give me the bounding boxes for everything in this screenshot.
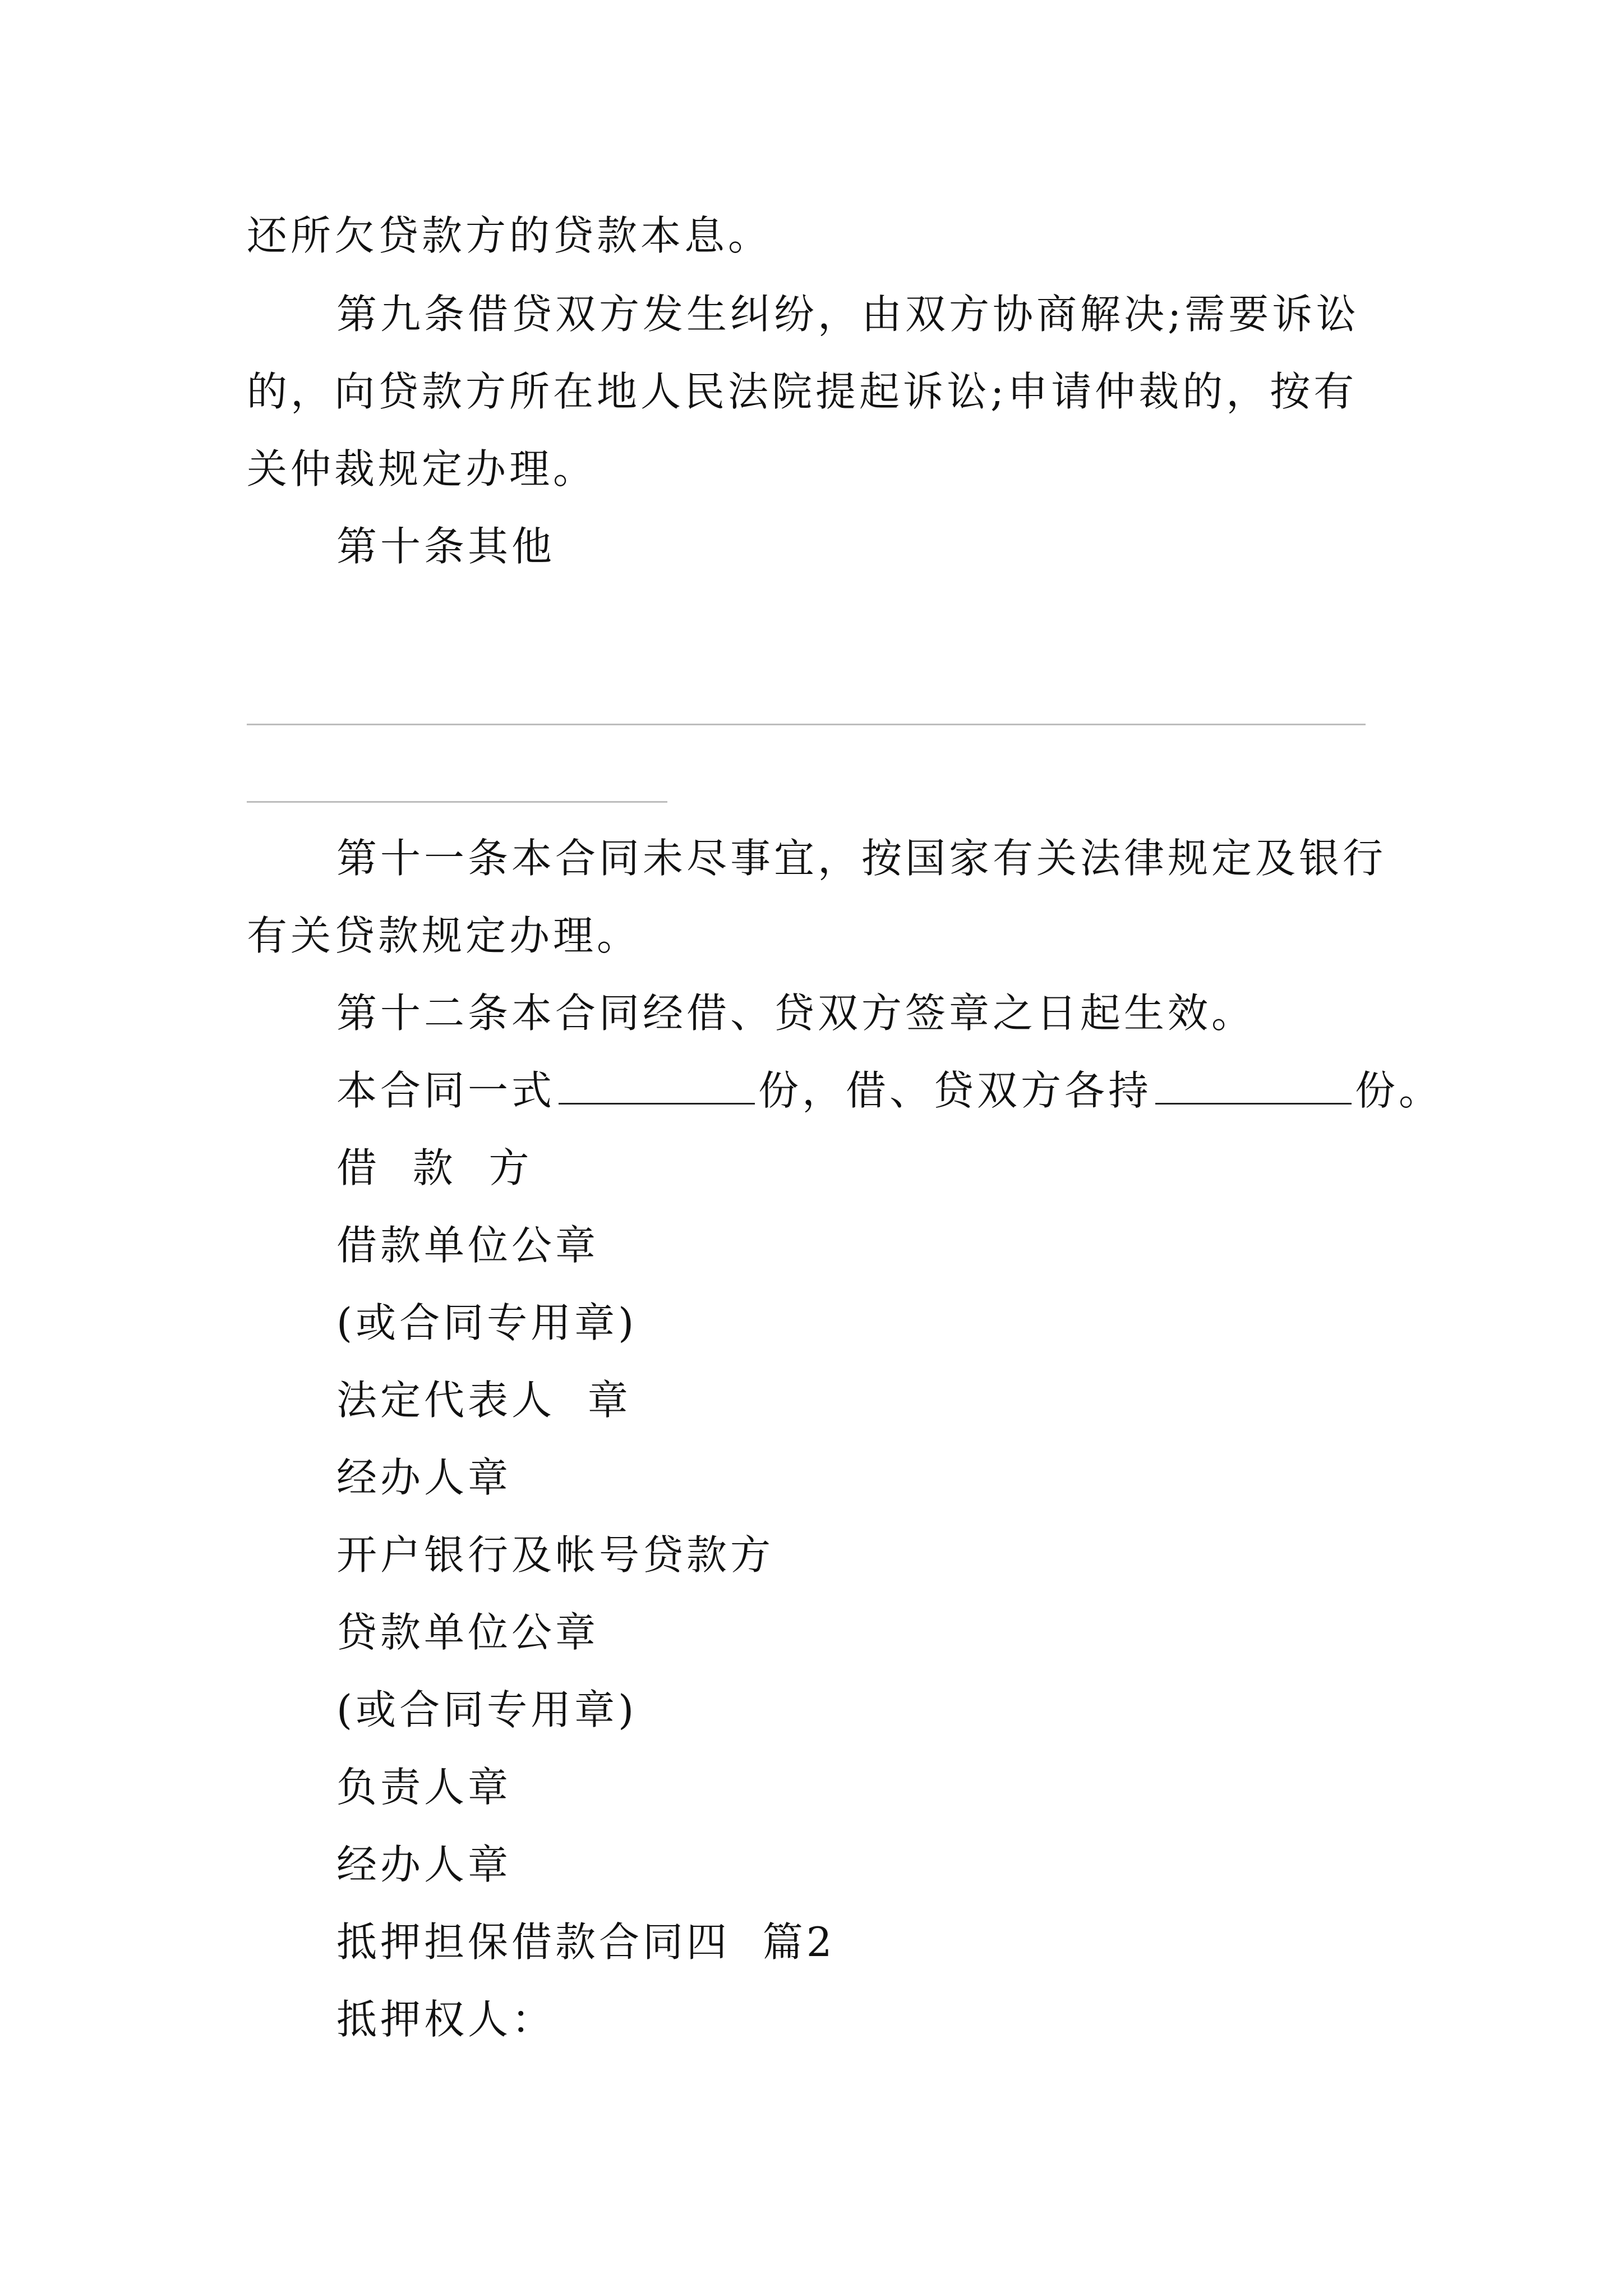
paragraph-line: 关仲裁规定办理。 — [247, 445, 597, 493]
fill-in-line — [247, 801, 667, 803]
paragraph-line: 第十二条本合同经借、贷双方签章之日起生效。 — [336, 990, 1256, 1037]
copies-blank-total — [559, 1069, 755, 1105]
signature-line: 贷款单位公章 — [336, 1609, 600, 1656]
copies-line — [336, 1062, 1442, 1119]
signature-line: 法定代表人 章 — [336, 1377, 631, 1424]
copies-blank-each — [1155, 1069, 1352, 1105]
copies-text-1: 本合同一式 — [336, 1067, 556, 1114]
section-heading: 抵押担保借款合同四 篇2 — [336, 1918, 836, 1966]
paragraph-line: 的，向贷款方所在地人民法院提起诉讼;申请仲裁的，按有 — [247, 368, 1358, 415]
signature-line: 负责人章 — [336, 1764, 512, 1811]
paragraph-line: 第九条借贷双方发生纠纷，由双方协商解决;需要诉讼 — [336, 291, 1360, 338]
signature-line: 抵押权人： — [336, 1996, 556, 2043]
copies-text-2: 份，借、贷双方各持 — [758, 1067, 1152, 1114]
signature-line: 借款单位公章 — [336, 1222, 600, 1269]
paragraph-line: 第十条其他 — [336, 523, 556, 570]
fill-in-line — [247, 724, 1366, 725]
paragraph-line: 第十一条本合同未尽事宜，按国家有关法律规定及银行 — [336, 835, 1387, 882]
copies-text-3: 份。 — [1355, 1067, 1443, 1114]
paragraph-line: 还所欠贷款方的贷款本息。 — [247, 212, 772, 259]
signature-line: 借 款 方 — [336, 1144, 533, 1191]
signature-line: (或合同专用章) — [336, 1686, 638, 1733]
signature-line: 经办人章 — [336, 1841, 512, 1888]
signature-line: (或合同专用章) — [336, 1299, 638, 1346]
signature-line: 开户银行及帐号贷款方 — [336, 1531, 774, 1579]
signature-line: 经办人章 — [336, 1454, 512, 1501]
paragraph-line: 有关贷款规定办理。 — [247, 912, 641, 959]
